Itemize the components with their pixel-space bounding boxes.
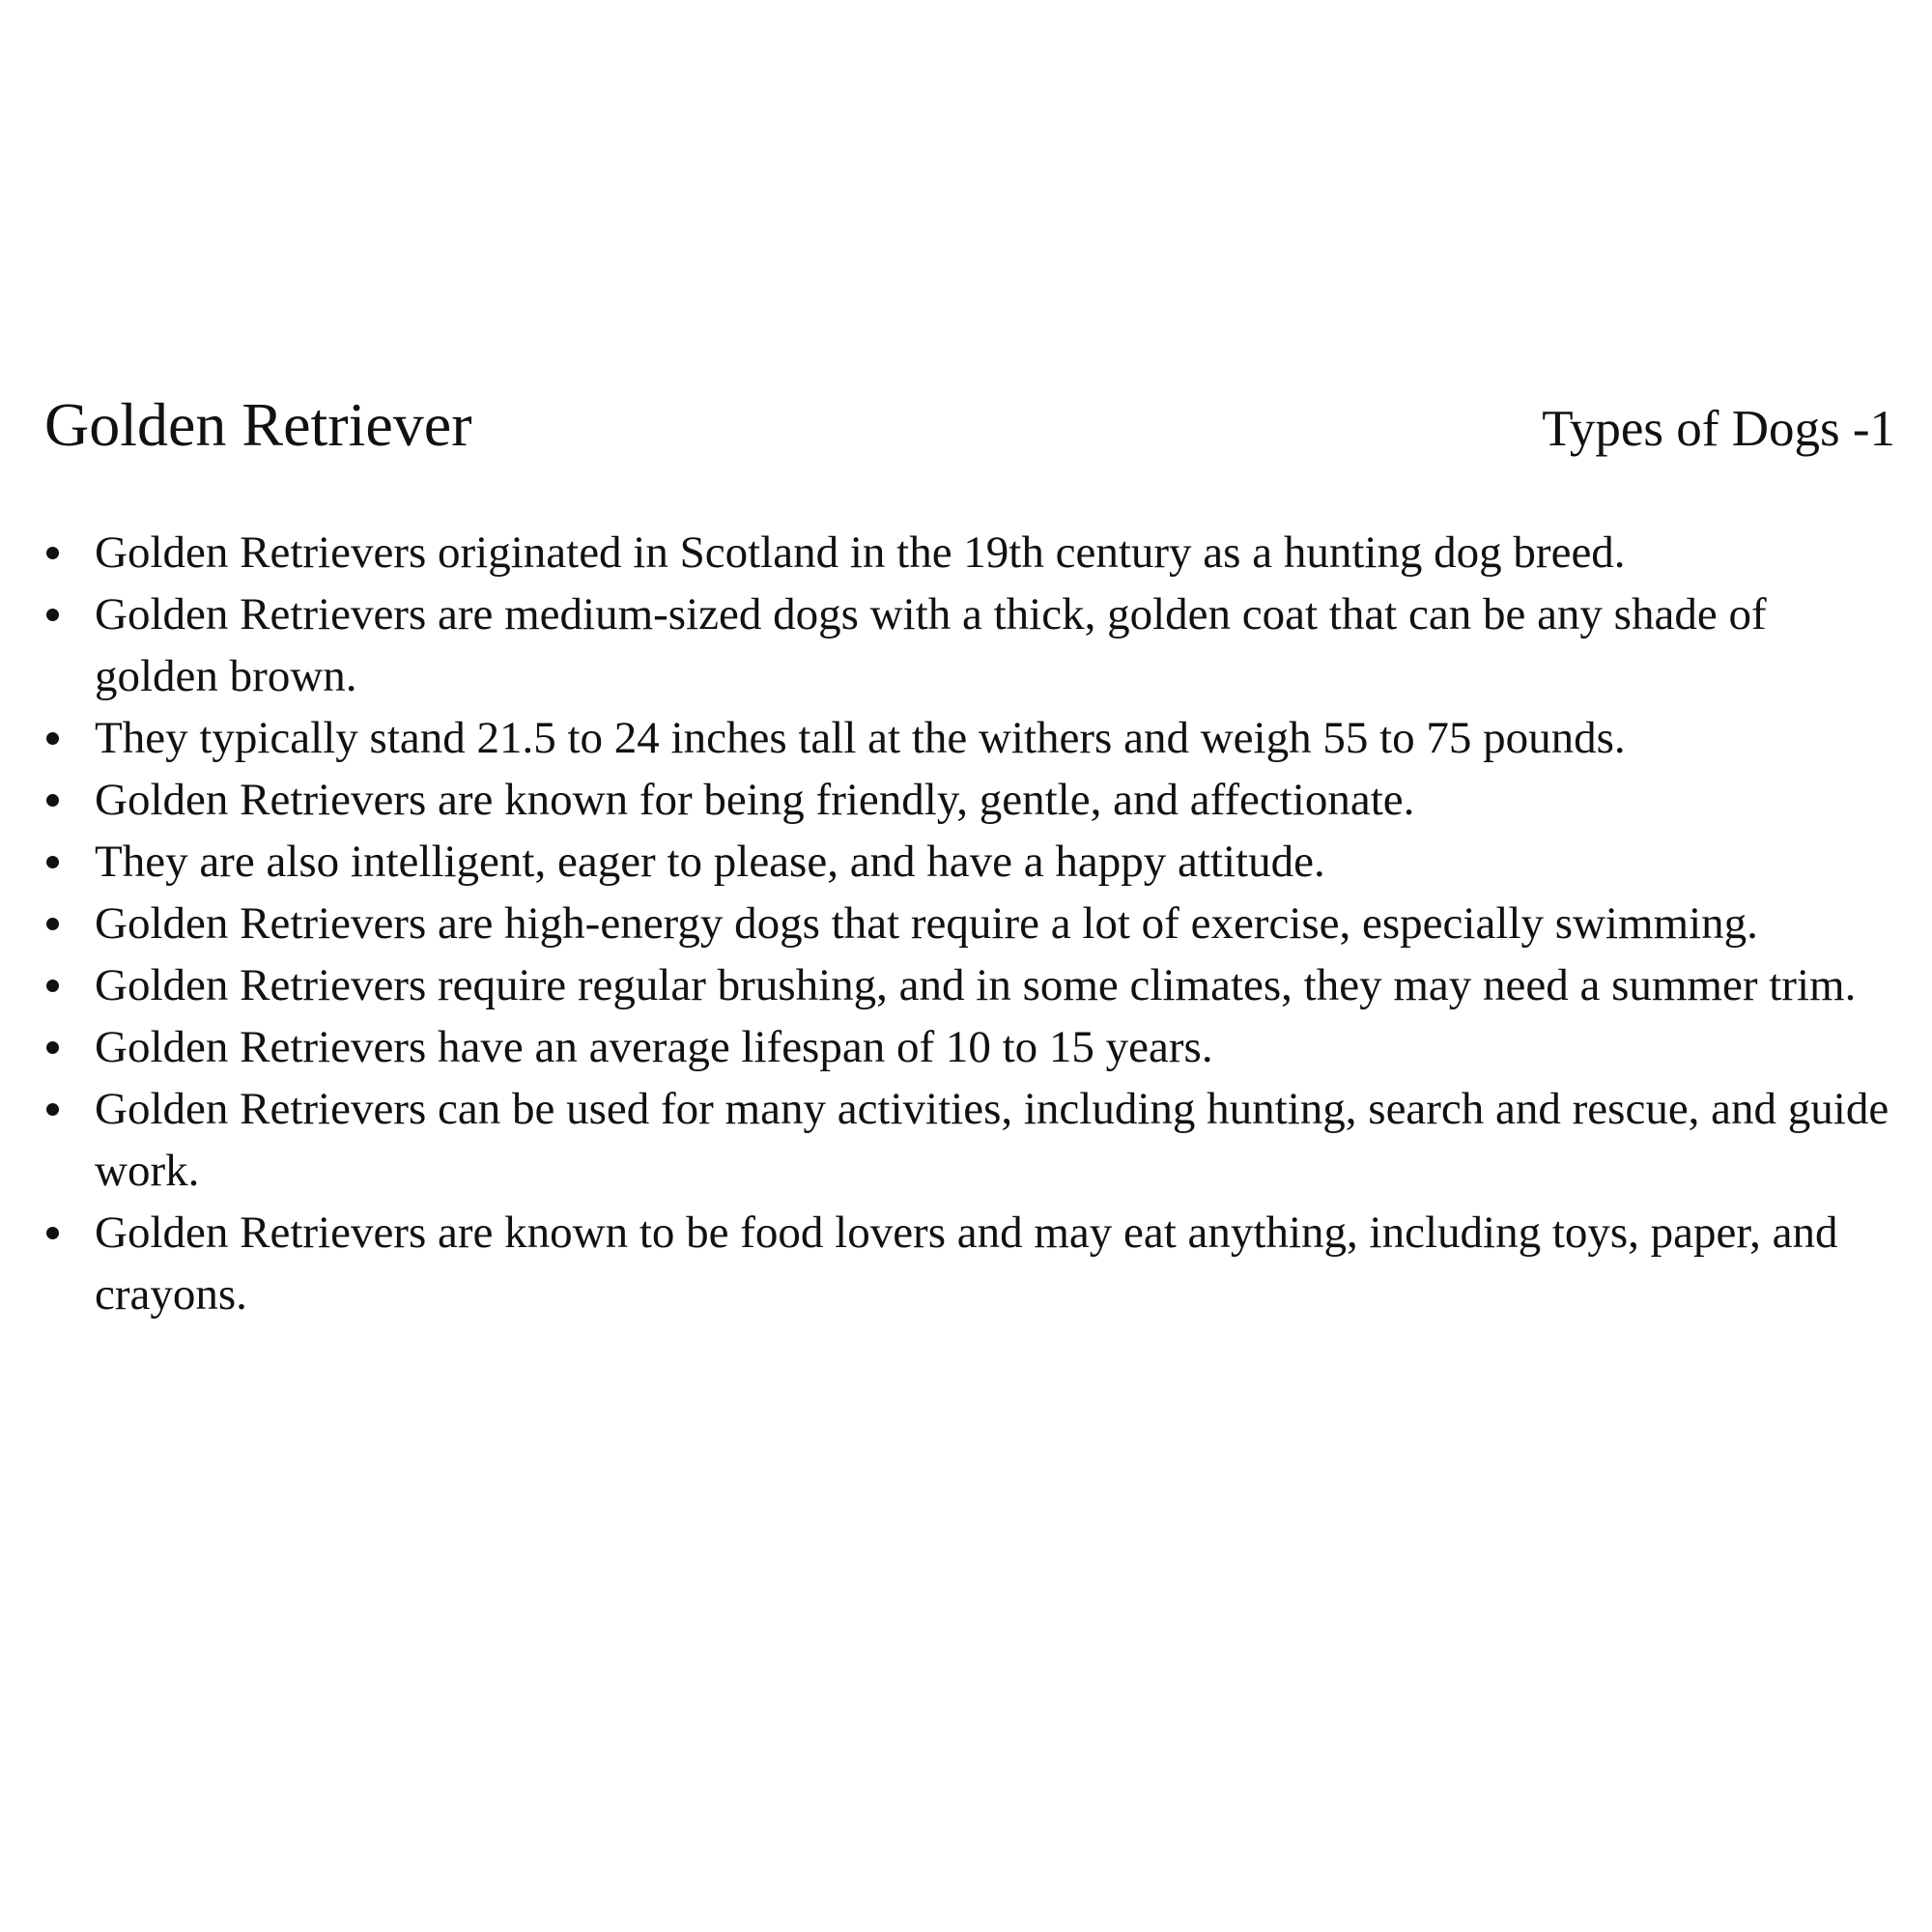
section-label: Types of Dogs -1 bbox=[1542, 401, 1895, 457]
list-item-text: Golden Retrievers are known to be food lovers and may eat anything, including toys, paper, and crayons. bbox=[95, 1208, 1838, 1320]
list-item bbox=[44, 1078, 1899, 1202]
list-item bbox=[44, 769, 1899, 831]
bullet-icon bbox=[46, 732, 59, 745]
page-header bbox=[44, 386, 1895, 464]
list-item bbox=[44, 893, 1899, 954]
list-item-text: Golden Retrievers are known for being friendly, gentle, and affectionate. bbox=[95, 775, 1415, 825]
list-item bbox=[44, 1202, 1899, 1325]
list-item bbox=[44, 707, 1899, 769]
bullet-icon bbox=[46, 980, 59, 992]
list-item-text: Golden Retrievers originated in Scotland in the 19th century as a hunting dog breed. bbox=[95, 527, 1626, 578]
list-item bbox=[44, 522, 1899, 583]
list-item-text: Golden Retrievers are high-energy dogs that require a lot of exercise, especially swimming. bbox=[95, 898, 1758, 949]
bullet-icon bbox=[46, 1103, 59, 1116]
list-item-text: They typically stand 21.5 to 24 inches tall at the withers and weigh 55 to 75 pounds. bbox=[95, 713, 1626, 763]
list-item-text: Golden Retrievers have an average lifespan of 10 to 15 years. bbox=[95, 1022, 1213, 1072]
bullet-icon bbox=[46, 609, 59, 621]
bullet-icon bbox=[46, 1227, 59, 1239]
bullet-icon bbox=[46, 918, 59, 930]
list-item bbox=[44, 831, 1899, 893]
list-item bbox=[44, 954, 1899, 1016]
list-item bbox=[44, 1016, 1899, 1078]
page-title: Golden Retriever bbox=[44, 390, 472, 459]
list-item-text: Golden Retrievers are medium-sized dogs with a thick, golden coat that can be any shade of golden brown. bbox=[95, 589, 1767, 701]
fact-list bbox=[44, 522, 1899, 1325]
bullet-icon bbox=[46, 794, 59, 807]
bullet-icon bbox=[46, 547, 59, 559]
list-item-text: They are also intelligent, eager to please, and have a happy attitude. bbox=[95, 837, 1325, 887]
bullet-icon bbox=[46, 1041, 59, 1054]
list-item bbox=[44, 583, 1899, 707]
bullet-icon bbox=[46, 856, 59, 868]
list-item-text: Golden Retrievers require regular brushing, and in some climates, they may need a summer trim. bbox=[95, 960, 1857, 1010]
list-item-text: Golden Retrievers can be used for many activities, including hunting, search and rescue, and guide work. bbox=[95, 1084, 1889, 1196]
